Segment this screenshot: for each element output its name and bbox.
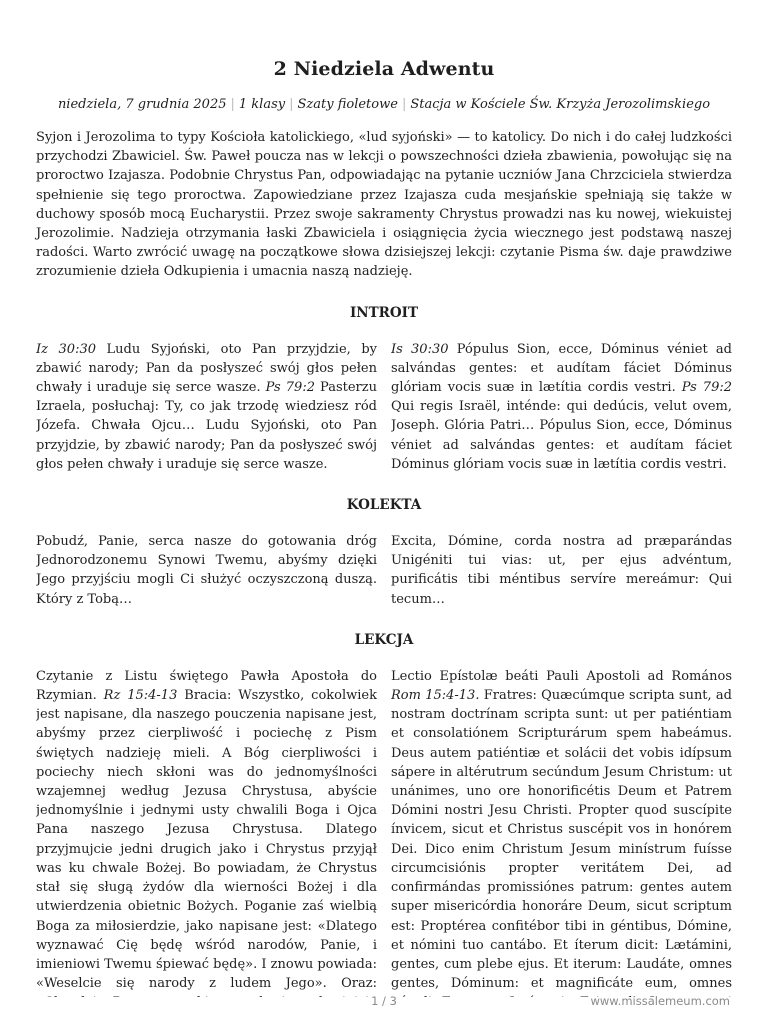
document-page [36,56,732,997]
separator: | [401,97,407,112]
lekcja-lead: Lectio Epístolæ beáti Pauli Apostoli ad Romános [391,668,732,684]
lekcja-latin [391,667,732,997]
separator: | [289,97,294,112]
kolekta-polish: Pobudź, Panie, serca nasze do gotowania dróg Jednorodzonemu Synowi Twemu, abyśmy dzięki Jego przyjściu mogli Ci służyć oczyszczoną duszą. Który z Tobą… [36,534,377,607]
vestments-label: Szaty fioletowe [297,97,398,112]
site-link[interactable]: www.missalemeum.com [590,994,730,1008]
liturgical-info [36,96,732,114]
section-title-kolekta: KOLEKTA [346,497,422,514]
page-footer [0,994,768,1010]
kolekta-latin: Excita, Dómine, corda nostra ad præparándas Unigéniti tui vias: ut, per ejus advéntum, purificátis tibi méntibus servíre mereámur: Qui tecum… [391,534,732,607]
lekcja-text: Bracia: Wszystko, cokolwiek jest napisane, dla naszego pouczenia napisane jest, abyśmy przez cierpliwość i pociechę z Pism świętych nadzieję mieli. A Bóg cierpliwości i pociechy niech skłoni was do jednomyślności wzajemnej według Jezusa Chrystusa, abyście jednomyślnie i jednymi usty chwalili Boga i Ojca Pana naszego Jezusa Chrystusa. Dlatego przyjmujcie jedni drugich jako i Chrystus przyjął was ku chwale Bożej. Bo powiadam, że Chrystus stał się sługą żydów dla wierności Bożej i dla utwierdzenia obietnic Bożych. Poganie zaś wielbią Boga za miłosierdzie, jako napisane jest: «Dlatego wyznawać Cię będę wśród narodów, Panie, i imieniowi Twemu śpiewać będę». I znowu powiada: «Weselcie się narody z ludem Jego». Oraz: [36,688,377,992]
page-title: 2 Niedziela Adwentu [273,58,495,80]
scripture-ref: Ps 79:2 [681,380,732,396]
introit-text: Pópulus Sion, ecce, Dóminus véniet ad salvándas gentes: et audítam fáciet Dóminus glóriam vocis suæ in lætítia cordis vestri. [391,341,732,396]
date-label: niedziela, 7 grudnia 2025 [57,97,227,112]
scripture-ref: Rz 15:4-13 [103,688,178,704]
station-label: Stacja w Kościele Św. Krzyża Jerozolimskiego [410,97,711,112]
scripture-ref: Is 30:30 [391,341,449,357]
scripture-ref: Ps 79:2 [265,380,315,396]
page-number: 1 / 3 [371,994,397,1008]
introit-columns [36,340,732,474]
introit-latin [391,340,732,474]
separator: | [230,97,235,112]
introit-text: Ludu Syjoński, oto Pan przyjdzie, by zbawić narody; Pan da posłyszeć swój głos pełen chwały i uraduje się serce wasze. [36,341,377,396]
class-label: 1 klasy [238,97,286,112]
lekcja-columns [36,667,732,997]
section-title-lekcja: LEKCJA [354,631,414,648]
introit-polish [36,340,377,474]
kolekta-columns [36,532,732,609]
intro-paragraph: Syjon i Jerozolima to typy Kościoła katolickiego, «lud syjoński» — to katolicy. Do nich i do całej ludzkości przychodzi Zbawiciel. Św. Paweł poucza nas w lekcji o powszechności dzieła zbawienia, powołując się na proroctwo Izajasza. Podobnie Chrystus Pan, odpowiadając na pytanie uczniów Jana Chrzciciela stwierdza spełnienie się tego proroctwa. Zapowiedziane przez Izajasza cuda mesjańskie spełniają się także w duchowy sposób mocą Eucharystii. Przez swoje sakramenty Chrystus prowadzi nas ku nowej, wiekuistej Jerozolimie. Nadzieja otrzymania łaski Zbawiciela i osiągnięcia życia wiecznego jest podstawą naszej radości. Warto zwrócić uwagę na początkowe słowa dzisiejszej lekcji: czytanie Pisma św. daje prawdziwe zrozumienie dzieła Odkupienia i umacnia naszą nadzieję. [36,130,732,280]
scripture-ref: Rom 15:4-13. [391,688,480,704]
lekcja-polish [36,667,377,997]
introit-text: Pasterzu Izraela, posłuchaj: Ty, co jak trzodę wiedziesz ród Józefa. Chwała Ojcu… Ludu Syjoński, oto Pan przyjdzie, by zbawić narody; Pan da posłyszeć swój głos pełen chwały i uraduje się serce wasze. [36,380,377,472]
scripture-ref: Iz 30:30 [36,341,96,357]
introit-text: Qui regis Israël, inténde: qui dedúcis, velut ovem, Joseph. Glória Patri… Pópulus Sion, ecce, Dóminus véniet ad salvándas gentes: et audítam fáciet Dóminus glóriam vocis suæ in lætítia cordis vestri. [391,399,732,472]
section-title-introit: INTROIT [349,304,419,321]
lekcja-lead: Czytanie z Listu świętego Pawła Apostoła do Rzymian. [36,668,377,704]
lekcja-text: Fratres: Quæcúmque scripta sunt, ad nostram doctrínam scripta sunt: ut per patiéntiam et consolatiónem Scripturárum spem habeámus. Deus autem patiéntiæ et solácii det vobis idípsum sápere in altérutrum secúndum Jesum Christum: ut unánimes, uno ore honorificétis Deum et Patrem Dómini nostri Jesu Christi. Propter quod suscípite ínvicem, sicut et Christus suscépit vos in honórem Dei. Dico enim Christum Jesum minístrum fuísse circumcisiónis propter veritátem Dei, ad confirmándas promissiónes patrum: gentes autem super misericórdia honoráre Deum, sicut scriptum est: Proptérea confitébor tibi in géntibus, Dómine, et nómini tuo cantábo. Et íterum dicit: Lætámini, gentes, cum plebe ejus. Et iterum: Laudáte, omnes gentes, Dóminum: et magnificáte eum, omnes [391,688,732,992]
